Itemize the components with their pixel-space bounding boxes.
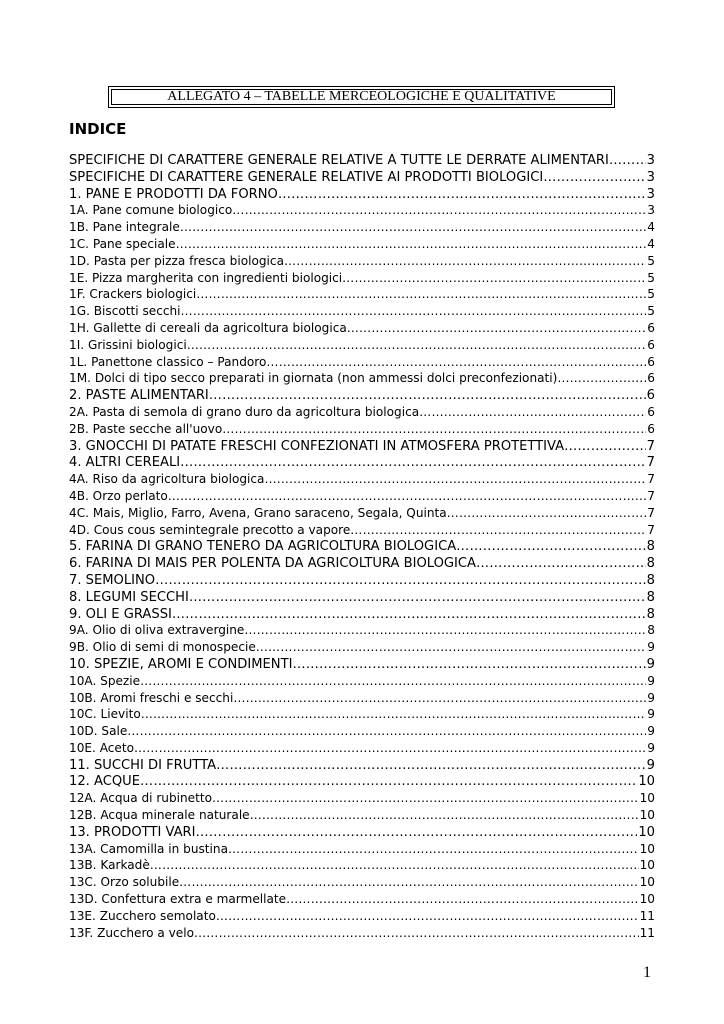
toc-leader-dots <box>196 287 646 301</box>
toc-leader-dots <box>557 371 646 385</box>
toc-leader-dots <box>181 304 647 318</box>
toc-entry <box>69 254 655 271</box>
toc-entry <box>69 489 655 506</box>
toc-entry-page: 9 <box>647 724 655 739</box>
toc-entry <box>69 909 655 926</box>
toc-entry <box>69 271 655 288</box>
toc-entry-title: 10C. Lievito <box>69 707 141 722</box>
toc-entry-title: 1C. Pane speciale <box>69 236 176 251</box>
toc-entry <box>69 842 655 859</box>
toc-entry-title: 1E. Pizza margherita con ingredienti biologici <box>69 270 343 285</box>
toc-leader-dots <box>342 271 646 285</box>
toc-entry-page: 9 <box>646 757 655 773</box>
document-title: ALLEGATO 4 – TABELLE MERCEOLOGICHE E QUALITATIVE <box>111 89 612 105</box>
toc-entry-page: 6 <box>647 371 655 386</box>
toc-entry-page: 4 <box>647 220 655 235</box>
toc-leader-dots <box>228 842 639 856</box>
toc-entry-page: 5 <box>647 253 655 268</box>
toc-entry-page: 9 <box>647 673 655 688</box>
toc-leader-dots <box>141 707 647 721</box>
toc-entry-page: 7 <box>646 455 655 471</box>
toc-entry-page: 11 <box>639 925 655 940</box>
toc-entry-title: 4D. Cous cous semintegrale precotto a vapore <box>69 522 351 537</box>
toc-entry <box>69 304 655 321</box>
toc-entry <box>69 724 655 741</box>
toc-entry-title: 5. FARINA DI GRANO TENERO DA AGRICOLTURA BIOLOGICA <box>69 539 457 555</box>
toc-entry-page: 10 <box>639 875 655 890</box>
toc-leader-dots <box>543 170 645 185</box>
toc-leader-dots <box>419 405 646 419</box>
toc-entry-title: 1M. Dolci di tipo secco preparati in giornata (non ammessi dolci preconfezionati) <box>69 371 558 386</box>
toc-entry-title: SPECIFICHE DI CARATTERE GENERALE RELATIVE A TUTTE LE DERRATE ALIMENTARI <box>69 153 609 168</box>
toc-entry-page: 10 <box>639 841 655 856</box>
toc-entry-page: 4 <box>647 236 655 251</box>
toc-entry-page: 5 <box>647 304 655 319</box>
toc-entry-page: 9 <box>647 640 655 655</box>
toc-entry-page: 8 <box>646 539 655 555</box>
toc-leader-dots <box>350 523 646 537</box>
toc-entry <box>69 657 655 674</box>
toc-entry <box>69 237 655 254</box>
toc-entry-page: 7 <box>647 488 655 503</box>
toc-leader-dots <box>216 758 646 773</box>
toc-entry <box>69 623 655 640</box>
toc-entry <box>69 590 655 607</box>
toc-entry-page: 10 <box>639 808 655 823</box>
page-number: 1 <box>643 964 651 981</box>
toc-entry-page: 10 <box>639 892 655 907</box>
toc-entry-title: 1B. Pane integrale <box>69 220 180 235</box>
toc-entry <box>69 892 655 909</box>
toc-entry <box>69 607 655 624</box>
toc-leader-dots <box>209 388 646 403</box>
toc-entry-page: 10 <box>639 791 655 806</box>
toc-entry <box>69 220 655 237</box>
toc-entry-page: 8 <box>647 623 655 638</box>
toc-entry <box>69 774 655 791</box>
toc-entry <box>69 170 655 187</box>
toc-leader-dots <box>447 506 647 520</box>
toc-leader-dots <box>216 909 639 923</box>
toc-leader-dots <box>256 640 647 654</box>
toc-entry-title: 2. PASTE ALIMENTARI <box>69 388 209 404</box>
toc-entry <box>69 153 655 170</box>
toc-leader-dots <box>286 892 639 906</box>
toc-leader-dots <box>266 355 646 369</box>
toc-entry-title: 10D. Sale <box>69 724 128 739</box>
toc-leader-dots <box>233 691 646 705</box>
toc-leader-dots <box>196 825 638 840</box>
toc-entry-title: 13B. Karkadè <box>69 858 150 873</box>
toc-entry-page: 7 <box>647 522 655 537</box>
toc-entry <box>69 472 655 489</box>
toc-entry-title: 10B. Aromi freschi e secchi <box>69 690 234 705</box>
toc-entry-page: 9 <box>646 656 655 672</box>
toc-leader-dots <box>172 607 646 622</box>
toc-entry-title: 13F. Zucchero a velo <box>69 925 195 940</box>
toc-entry <box>69 640 655 657</box>
toc-leader-dots <box>278 187 646 202</box>
toc-leader-dots <box>155 573 646 588</box>
toc-entry-page: 6 <box>646 388 655 404</box>
toc-leader-dots <box>292 657 645 672</box>
toc-entry <box>69 875 655 892</box>
toc-entry-page: 7 <box>647 472 655 487</box>
toc-entry <box>69 439 655 456</box>
toc-leader-dots <box>187 338 647 352</box>
toc-entry-title: 7. SEMOLINO <box>69 572 156 588</box>
toc-entry-title: 1A. Pane comune biologico <box>69 203 233 218</box>
toc-entry-title: 13D. Confettura extra e marmellate <box>69 892 287 907</box>
toc-entry-page: 6 <box>647 320 655 335</box>
toc-entry-title: 4B. Orzo perlato <box>69 488 168 503</box>
toc-entry <box>69 691 655 708</box>
toc-entry-title: 13. PRODOTTI VARI <box>69 824 196 840</box>
toc-entry <box>69 506 655 523</box>
toc-entry-title: 9B. Olio di semi di monospecie <box>69 640 256 655</box>
toc-leader-dots <box>456 539 645 554</box>
toc-leader-dots <box>194 926 639 940</box>
toc-entry-title: 1G. Biscotti secchi <box>69 304 181 319</box>
toc-leader-dots <box>264 472 646 486</box>
toc-leader-dots <box>134 741 646 755</box>
toc-entry-title: 2B. Paste secche all'uovo <box>69 421 223 436</box>
toc-entry-title: 1H. Gallette di cereali da agricoltura biologica <box>69 320 347 335</box>
toc-leader-dots <box>180 220 646 234</box>
toc-leader-dots <box>212 791 639 805</box>
toc-entry <box>69 926 655 943</box>
toc-entry-page: 11 <box>639 908 655 923</box>
toc-entry <box>69 455 655 472</box>
toc-leader-dots <box>179 875 638 889</box>
toc-entry <box>69 523 655 540</box>
toc-leader-dots <box>244 623 646 637</box>
toc-entry-page: 8 <box>646 572 655 588</box>
toc-entry-title: 2A. Pasta di semola di grano duro da agricoltura biologica <box>69 404 420 419</box>
toc-entry <box>69 187 655 204</box>
toc-entry <box>69 371 655 388</box>
toc-leader-dots <box>140 674 646 688</box>
toc-entry-title: 10A. Spezie <box>69 673 141 688</box>
toc-entry <box>69 573 655 590</box>
toc-entry-title: 12. ACQUE <box>69 774 141 790</box>
toc-leader-dots <box>150 858 639 872</box>
toc-entry-title: 1I. Grissini biologici <box>69 337 187 352</box>
toc-entry-page: 5 <box>647 287 655 302</box>
toc-entry <box>69 338 655 355</box>
toc-entry <box>69 556 655 573</box>
toc-leader-dots <box>176 237 647 251</box>
toc-entry <box>69 758 655 775</box>
toc-entry <box>69 355 655 372</box>
title-frame <box>108 86 615 108</box>
toc-entry <box>69 287 655 304</box>
toc-entry-title: 10. SPEZIE, AROMI E CONDIMENTI <box>69 656 293 672</box>
toc-entry-title: 1F. Crackers biologici <box>69 287 197 302</box>
toc-entry-page: 3 <box>647 203 655 218</box>
toc-entry-title: 13E. Zucchero semolato <box>69 908 216 923</box>
toc-entry <box>69 825 655 842</box>
toc-entry-page: 8 <box>646 589 655 605</box>
toc-entry-title: 11. SUCCHI DI FRUTTA <box>69 757 217 773</box>
toc-leader-dots <box>168 489 647 503</box>
toc-entry-page: 6 <box>647 354 655 369</box>
toc-entry-title: 1. PANE E PRODOTTI DA FORNO <box>69 186 278 202</box>
toc-entry-page: 6 <box>647 404 655 419</box>
toc-entry <box>69 741 655 758</box>
toc-entry-title: 8. LEGUMI SECCHI <box>69 589 189 605</box>
toc-entry-title: 6. FARINA DI MAIS PER POLENTA DA AGRICOLTURA BIOLOGICA <box>69 556 477 572</box>
toc-entry-page: 9 <box>647 707 655 722</box>
toc-entry-page: 7 <box>646 438 655 454</box>
toc-entry <box>69 422 655 439</box>
toc-entry <box>69 203 655 220</box>
toc-leader-dots <box>609 153 646 168</box>
toc-leader-dots <box>180 455 646 470</box>
toc-entry-page: 5 <box>647 270 655 285</box>
toc-entry <box>69 707 655 724</box>
toc-entry-page: 8 <box>646 556 655 572</box>
toc-entry-title: 10E. Aceto <box>69 740 135 755</box>
toc-entry-title: 12B. Acqua minerale naturale <box>69 808 250 823</box>
toc-leader-dots <box>564 439 646 454</box>
toc-entry-title: 1L. Panettone classico – Pandoro <box>69 354 267 369</box>
index-heading: INDICE <box>69 120 127 138</box>
toc-entry <box>69 405 655 422</box>
toc-entry-title: 9A. Olio di oliva extravergine <box>69 623 245 638</box>
toc-entry <box>69 388 655 405</box>
toc-leader-dots <box>222 422 646 436</box>
toc-entry-title: 12A. Acqua di rubinetto <box>69 791 212 806</box>
toc-entry-page: 9 <box>647 690 655 705</box>
toc-entry <box>69 674 655 691</box>
toc-entry-title: 13A. Camomilla in bustina <box>69 841 228 856</box>
toc-entry-page: 6 <box>647 421 655 436</box>
toc-entry-page: 6 <box>647 337 655 352</box>
toc-leader-dots <box>284 254 646 268</box>
toc-leader-dots <box>232 203 646 217</box>
toc-entry-page: 10 <box>639 858 655 873</box>
toc-entry-page: 10 <box>638 774 655 790</box>
toc-entry-title: SPECIFICHE DI CARATTERE GENERALE RELATIVE AI PRODOTTI BIOLOGICI <box>69 169 544 185</box>
toc-entry <box>69 321 655 338</box>
toc-entry <box>69 791 655 808</box>
toc-leader-dots <box>127 724 646 738</box>
toc-entry <box>69 858 655 875</box>
toc-entry-title: 4A. Riso da agricoltura biologica <box>69 472 265 487</box>
toc-leader-dots <box>140 774 637 789</box>
toc-leader-dots <box>250 808 639 822</box>
toc-entry-page: 7 <box>647 505 655 520</box>
toc-entry-page: 3 <box>646 186 655 202</box>
toc-entry-page: 3 <box>646 169 655 185</box>
toc-entry-title: 1D. Pasta per pizza fresca biologica <box>69 253 284 268</box>
toc-leader-dots <box>347 321 647 335</box>
toc-leader-dots <box>189 590 646 605</box>
toc-entry-title: 13C. Orzo solubile <box>69 875 180 890</box>
toc-entry-title: 3. GNOCCHI DI PATATE FRESCHI CONFEZIONATI IN ATMOSFERA PROTETTIVA <box>69 438 565 454</box>
toc-entry-title: 4C. Mais, Miglio, Farro, Avena, Grano saraceno, Segala, Quinta <box>69 505 447 520</box>
toc-entry <box>69 539 655 556</box>
toc-entry-title: 9. OLI E GRASSI <box>69 606 172 622</box>
toc-entry-page: 10 <box>638 824 655 840</box>
toc-entry <box>69 808 655 825</box>
toc-entry-title: 4. ALTRI CEREALI <box>69 455 181 471</box>
table-of-contents <box>69 153 655 942</box>
toc-entry-page: 9 <box>647 740 655 755</box>
toc-entry-page: 3 <box>646 153 655 168</box>
toc-entry-page: 8 <box>646 606 655 622</box>
toc-leader-dots <box>476 556 646 571</box>
